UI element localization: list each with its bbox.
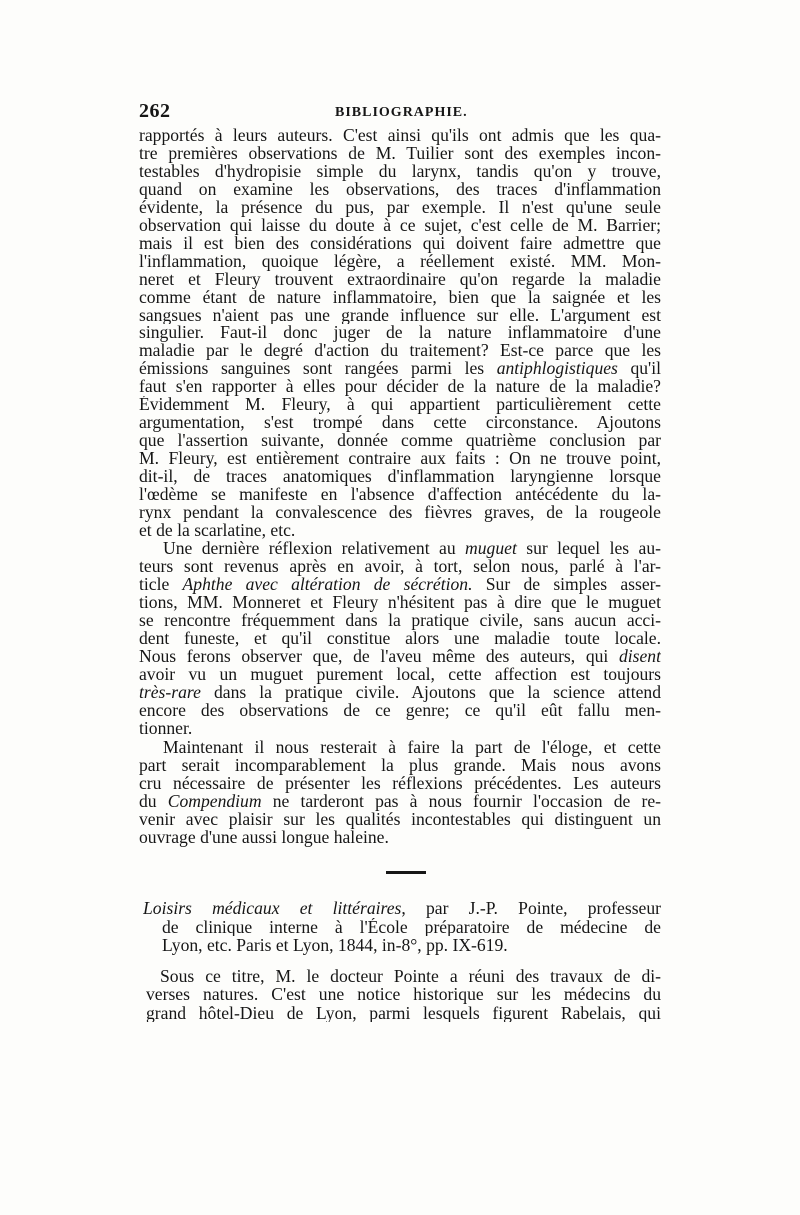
text-line: faut s'en rapporter à elles pour décider de la nature de la maladie? <box>139 378 661 397</box>
text-line: teurs sont revenus après en avoir, à tort, selon nous, parlé à l'ar- <box>139 557 661 576</box>
italic-term: très-rare <box>139 683 201 702</box>
text-line: Lyon, etc. Paris et Lyon, 1844, in-8°, pp. IX-619. <box>162 936 508 955</box>
text-line: neret et Fleury trouvent extraordinaire qu'on regarde la maladie <box>139 270 661 289</box>
italic-term: antiphlogistiques <box>496 360 618 379</box>
text-line: Évidemment M. Fleury, à qui appartient particulièrement cette <box>139 396 661 415</box>
text-segment: Nous ferons observer que, de l'aveu même des auteurs, qui <box>139 647 619 666</box>
text-line: se rencontre fréquemment dans la pratique civile, sans aucun acci- <box>139 611 661 630</box>
text-line: avoir vu un muguet purement local, cette affection est toujours <box>139 665 661 684</box>
text-segment: dans la pratique civile. Ajoutons que la science attend <box>200 683 661 702</box>
paragraph-review-continuation <box>139 127 661 540</box>
text-line: observation qui laisse du doute à ce sujet, c'est celle de M. Barrier; <box>139 216 661 235</box>
paragraph-review-start <box>146 967 661 1022</box>
page-number: 262 <box>139 100 171 122</box>
text-line: dit-il, de traces anatomiques d'inflammation laryngienne lorsque <box>139 468 661 487</box>
text-line: maladie par le degré d'action du traitement? Est-ce parce que les <box>139 342 661 361</box>
bibliography-entry <box>143 899 661 955</box>
italic-term: Aphthe avec altération de sécrétion. <box>182 575 473 594</box>
text-line: Sous ce titre, M. le docteur Pointe a réuni des travaux de di- <box>160 967 661 986</box>
text-line <box>139 576 661 594</box>
text-line: Maintenant il nous resterait à faire la part de l'éloge, et cette <box>163 739 661 757</box>
book-title: Loisirs médicaux et littéraires <box>143 899 402 918</box>
text-line: quand on examine les observations, des traces d'inflammation <box>139 180 661 199</box>
text-segment: émissions sanguines sont rangées parmi les <box>139 360 485 379</box>
text-line: évidente, la présence du pus, par exemple. Il n'est qu'une seule <box>139 198 661 217</box>
text-line: encore des observations de ce genre; ce qu'il eût fallu men- <box>139 701 661 720</box>
text-line <box>143 899 661 918</box>
text-line: tre premières observations de M. Tuilier sont des exemples incon- <box>139 144 661 163</box>
text-segment: , par J.-P. Pointe, professeur <box>401 899 661 918</box>
text-line: rynx pendant la convalescence des fièvres graves, de la rougeole <box>139 504 661 522</box>
text-line: l'inflammation, quoique légère, a réellement existé. MM. Mon- <box>139 252 661 271</box>
text-line: venir avec plaisir sur les qualités incontestables qui distinguent un <box>139 810 661 829</box>
text-line <box>139 360 661 378</box>
text-line: rapportés à leurs auteurs. C'est ainsi qu'ils ont admis que les qua- <box>139 127 661 145</box>
text-line <box>139 793 661 811</box>
text-line: ouvrage d'une aussi longue haleine. <box>139 828 389 847</box>
text-line: verses natures. C'est une notice historique sur les médecins du <box>146 985 661 1004</box>
italic-term: Compendium <box>167 792 262 811</box>
text-line <box>139 684 661 702</box>
text-line: part serait incomparablement la plus grande. Mais nous avons <box>139 756 661 775</box>
text-line: que l'assertion suivante, donnée comme quatrième conclusion par <box>139 432 661 451</box>
text-line: l'œdème se manifeste en l'absence d'affection antécédente du la- <box>139 486 661 505</box>
page-header <box>139 100 661 124</box>
text-segment: Une dernière réflexion relativement au <box>163 540 466 558</box>
text-line: grand hôtel-Dieu de Lyon, parmi lesquels figurent Rabelais, qui <box>146 1003 661 1022</box>
text-line: argumentation, s'est trompé dans cette circonstance. Ajoutons <box>139 414 661 433</box>
text-line: tions, MM. Monneret et Fleury n'hésitent pas à dire que le muguet <box>139 593 661 612</box>
text-line <box>139 648 661 666</box>
text-line: cru nécessaire de présenter les réflexions précédentes. Les auteurs <box>139 774 661 793</box>
text-segment: ne tarderont pas à nous fournir l'occasion de re- <box>261 792 661 811</box>
text-line: testables d'hydropisie simple du larynx, tandis qu'on y trouve, <box>139 162 661 181</box>
text-segment: qu'il <box>617 360 661 379</box>
text-line: M. Fleury, est entièrement contraire aux faits : On ne trouve point, <box>139 450 661 469</box>
text-line: tionner. <box>139 719 193 738</box>
text-line: singulier. Faut-il donc juger de la nature inflammatoire d'une <box>139 324 661 343</box>
section-divider <box>386 871 426 874</box>
running-title: BIBLIOGRAPHIE. <box>335 105 468 120</box>
paragraph-muguet <box>139 540 661 737</box>
text-line: et de la scarlatine, etc. <box>139 521 296 540</box>
text-line <box>139 540 661 558</box>
text-segment: du <box>139 792 168 811</box>
paragraph-conclusion <box>139 739 661 847</box>
text-line: dent funeste, et qu'il constitue alors une maladie toute locale. <box>139 629 661 648</box>
italic-term: disent <box>618 647 661 666</box>
text-line: sangsues n'aient pas une grande influence sur elle. L'argument est <box>139 306 661 325</box>
text-line: de clinique interne à l'École préparatoire de médecine de <box>162 917 661 936</box>
text-segment: Sur de simples asser- <box>472 575 661 594</box>
italic-term: muguet <box>465 540 517 558</box>
text-line: mais il est bien des considérations qui doivent faire admettre que <box>139 234 661 253</box>
text-segment: sur lequel les au- <box>516 540 661 558</box>
text-segment: ticle <box>139 575 183 594</box>
text-line: comme étant de nature inflammatoire, bien que la saignée et les <box>139 288 661 307</box>
